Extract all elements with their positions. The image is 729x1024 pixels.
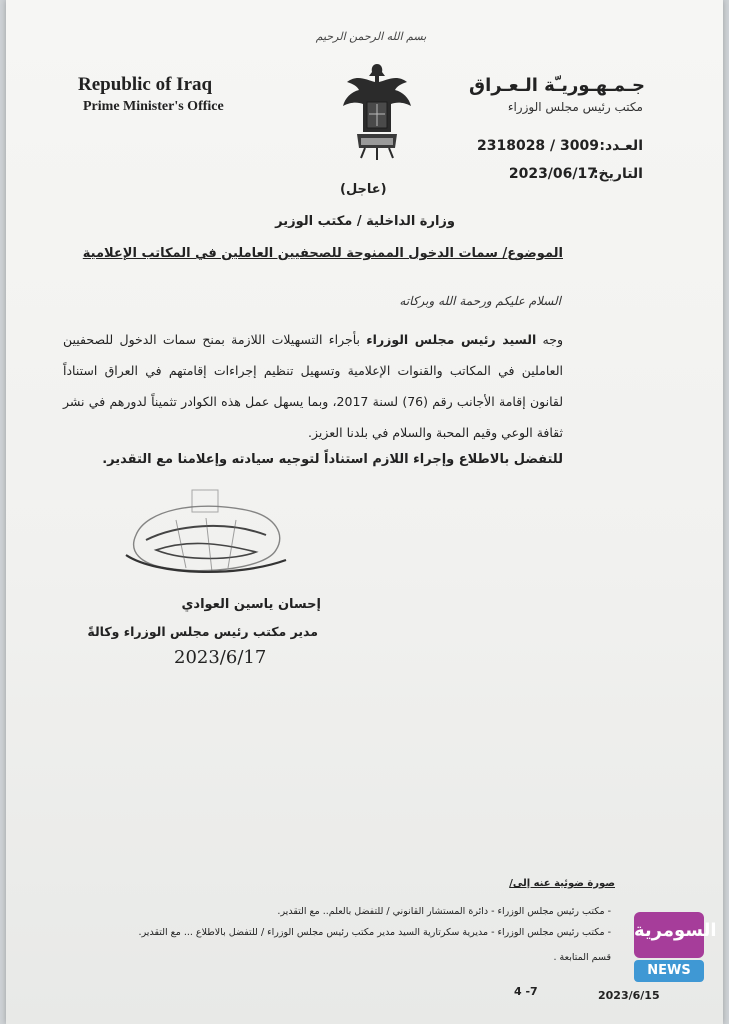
eagle-emblem-icon	[339, 62, 415, 162]
closing-line: للتفضل بالاطلاع وإجراء اللازم استناداً لتوجيه سيادته وإعلامنا مع التقدير.	[102, 452, 563, 467]
watermark-news: NEWS	[634, 960, 704, 982]
news-watermark-logo	[634, 912, 717, 984]
footer-code: 4 -7	[514, 985, 538, 998]
greeting: السلام عليكم ورحمة الله وبركاته	[399, 294, 561, 308]
watermark-arabic: السومرية	[634, 920, 717, 941]
signer-title: مدير مكتب رئيس مجلس الوزراء وكالةً	[87, 624, 318, 639]
signature-date: 2023/6/17	[174, 647, 267, 668]
body-bold-title: السيد رئيس مجلس الوزراء	[366, 332, 537, 347]
body-prefix: وجه	[542, 332, 563, 347]
copy-recipient: - مكتب رئيس مجلس الوزراء - دائرة المستشار القانوني / للتفضل بالعلم.. مع التقدير.	[277, 906, 611, 917]
reference-number: 2318028 / 3009	[476, 138, 599, 154]
footer-date: 2023/6/15	[598, 989, 660, 1002]
english-title: Republic of Iraq	[78, 74, 213, 95]
reference-label: العـدد:	[599, 138, 643, 154]
copy-recipient: قسم المتابعة .	[553, 952, 611, 963]
copy-recipient: - مكتب رئيس مجلس الوزراء - مديرية سكرتارية السيد مدير مكتب رئيس مجلس الوزراء / للتفضل بالاطلاع ... مع التقدير.	[138, 927, 611, 938]
letter-body	[63, 324, 563, 448]
document-page	[6, 0, 723, 1024]
recipient-line: وزارة الداخلية / مكتب الوزير	[275, 214, 455, 229]
arabic-subtitle: مكتب رئيس مجلس الوزراء	[507, 100, 643, 114]
body-text: بأجراء التسهيلات اللازمة بمنح سمات الدخول للصحفيين العاملين في المكاتب والقنوات الإعلامية وتسهيل تنظيم إجراءات إقامتهم في العراق استناداً لقانون إقامة الأجانب رقم (76) لسنة 2017، وبما يسهل عمل هذه الكوادر تثميناً لدورهم في نشر ثقافة الوعي وقيم المحبة والسلام في بلدنا العزيز.	[63, 332, 564, 440]
urgent-marker: (عاجل)	[340, 182, 387, 197]
date-label: التاريخ:	[592, 166, 643, 182]
subject-line: الموضوع/ سمات الدخول الممنوحة للصحفيين العاملين في المكاتب الإعلامية	[82, 246, 563, 261]
official-stamp-icon	[116, 480, 296, 590]
english-subtitle: Prime Minister's Office	[83, 99, 224, 114]
copies-heading: صورة ضوئية عنه إلى/	[509, 878, 615, 889]
letter-date: 2023/06/17	[508, 166, 597, 182]
arabic-title: جـمـهـوريـّة الـعـراق	[469, 75, 645, 96]
basmala: بسم الله الرحمن الرحيم	[315, 30, 427, 43]
signer-name: إحسان ياسين العوادي	[181, 597, 321, 612]
